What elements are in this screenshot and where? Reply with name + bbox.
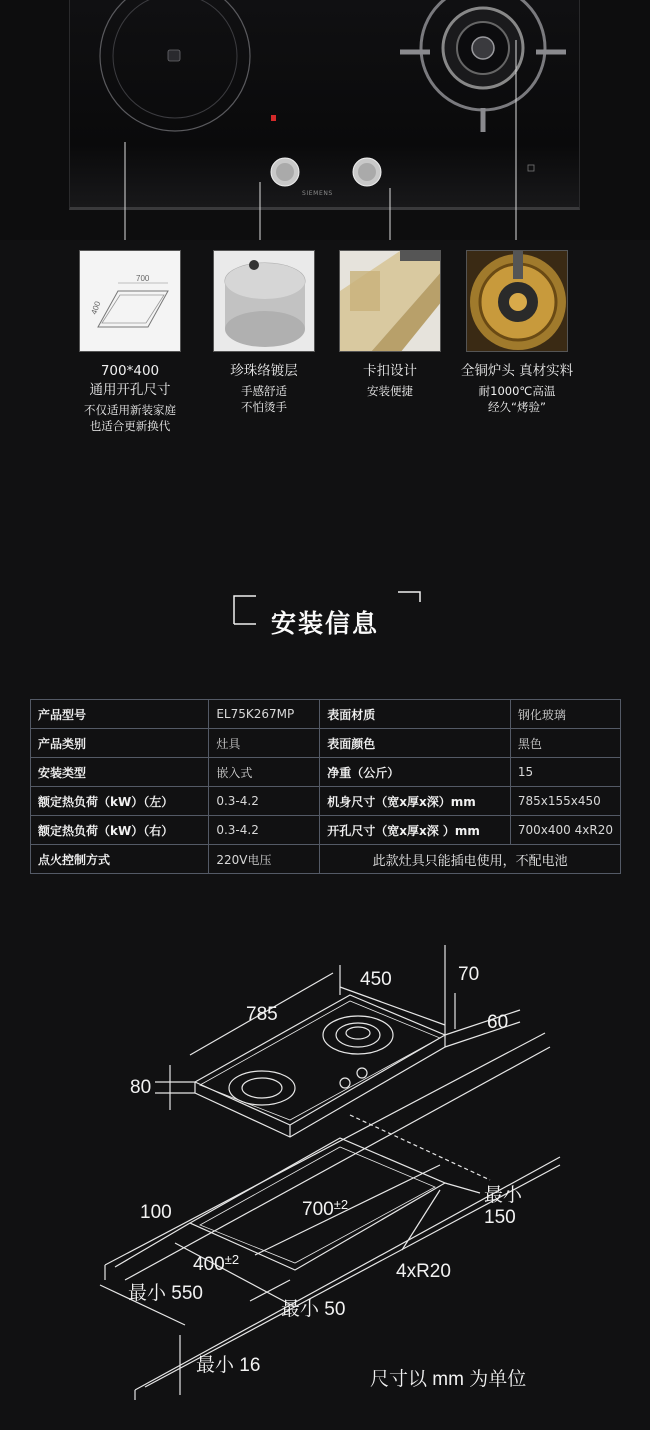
dim-ext-60b	[445, 1022, 520, 1047]
feature-desc-line: 耐1000℃高温	[478, 384, 556, 398]
cutout-diagram-icon	[80, 251, 181, 352]
spec-value: 0.3-4.2	[209, 787, 320, 816]
spec-value: 灶具	[209, 729, 320, 758]
table-row	[31, 729, 621, 758]
cutout-height-label: 400	[89, 300, 103, 316]
feature-clip-design	[325, 250, 455, 399]
spec-value: 钢化玻璃	[510, 700, 620, 729]
dim-label-min50: 最小 50	[281, 1299, 346, 1320]
feature-desc-line: 也适合更新换代	[89, 419, 171, 433]
feature-title: 珍珠络镀层	[230, 363, 298, 379]
feature-image-knob	[213, 250, 315, 352]
spec-value: 黑色	[510, 729, 620, 758]
dim-line-150	[445, 1183, 480, 1193]
countertop-back-edge	[105, 1033, 545, 1265]
feature-cutout-size	[65, 250, 195, 434]
feature-desc-line: 安装便捷	[367, 384, 413, 398]
spec-value: 嵌入式	[209, 758, 320, 787]
spec-note: 此款灶具只能插电使用，不配电池	[320, 845, 621, 874]
feature-title-line2: 通用开孔尺寸	[89, 382, 171, 398]
table-row	[31, 787, 621, 816]
feature-title: 卡扣设计	[363, 363, 417, 379]
dim-line-450	[340, 987, 445, 1025]
dim-label-785: 785	[246, 1004, 278, 1025]
right-knob-center	[358, 163, 376, 181]
feature-description	[199, 383, 329, 415]
feature-description	[325, 383, 455, 399]
spec-key: 表面材质	[320, 700, 511, 729]
hero-product-photo	[0, 0, 650, 240]
feature-desc-line: 不怕烫手	[241, 400, 287, 414]
dim-label-100: 100	[140, 1202, 172, 1223]
spec-value: 220V电压	[209, 845, 320, 874]
spec-key: 额定热负荷（kW）（右）	[31, 816, 209, 845]
dim-label-min16: 最小 16	[196, 1355, 261, 1376]
dim-label-70: 70	[458, 964, 480, 985]
induction-zone-outer	[100, 0, 250, 131]
table-row	[31, 700, 621, 729]
dim-label-min150-b: 150	[484, 1207, 516, 1228]
dim-label-400: $400^{\pm 2}$	[193, 1252, 240, 1275]
feature-image-cutout-diagram	[79, 250, 181, 352]
section-title: 安装信息	[270, 609, 379, 638]
dim-label-450: 450	[360, 969, 392, 990]
copper-burner-icon	[467, 251, 568, 352]
feature-description	[452, 383, 582, 415]
feature-desc-line: 经久“烤验”	[488, 400, 546, 414]
cooktop-illustration	[0, 0, 650, 240]
spec-value: 0.3-4.2	[209, 816, 320, 845]
knob-drawing-left	[340, 1078, 350, 1088]
cooktop-inner-outline	[200, 1001, 440, 1120]
feature-description	[65, 402, 195, 434]
feature-image-clip	[339, 250, 441, 352]
spec-value: 700x400 4xR20	[510, 816, 620, 845]
induction-zone-icon	[168, 50, 180, 61]
feature-image-burner	[466, 250, 568, 352]
spec-key: 产品型号	[31, 700, 209, 729]
spec-table	[30, 699, 621, 874]
knob-drawing-right	[357, 1068, 367, 1078]
dim-label-min150-a: 最小	[484, 1185, 523, 1206]
burner-drawing-cap	[346, 1027, 370, 1039]
feature-title: 全铜炉头 真材实料	[460, 363, 574, 379]
clip-closeup-icon	[340, 251, 441, 352]
spec-value: 785x155x450	[510, 787, 620, 816]
table-row	[31, 758, 621, 787]
dim-label-60: 60	[487, 1012, 509, 1033]
cutout-width-label: 700	[136, 274, 150, 283]
left-knob-center	[276, 163, 294, 181]
spec-key: 产品类别	[31, 729, 209, 758]
spec-value: EL75K267MP	[209, 700, 320, 729]
spec-key: 点火控制方式	[31, 845, 209, 874]
spec-key: 额定热负荷（kW）（左）	[31, 787, 209, 816]
induction-zone-drawing-inner	[242, 1078, 282, 1098]
table-row	[31, 816, 621, 845]
spec-value: 15	[510, 758, 620, 787]
brand-logo-text: SIEMENS	[302, 190, 333, 197]
induction-zone-drawing	[229, 1071, 295, 1105]
cooktop-side-outline	[195, 1035, 445, 1137]
feature-desc-line: 手感舒适	[241, 384, 287, 398]
dim-label-700: $700^{\pm 2}$	[302, 1197, 349, 1220]
gas-symbol-icon	[528, 165, 534, 171]
spec-key: 表面颜色	[320, 729, 511, 758]
knob-closeup-icon	[214, 251, 315, 352]
dim-label-80: 80	[130, 1077, 152, 1098]
spec-key: 机身尺寸（宽x厚x深）mm	[320, 787, 511, 816]
power-indicator-icon	[271, 115, 276, 121]
feature-title-line1: 700*400	[100, 363, 160, 379]
burner-drawing-outer	[323, 1016, 393, 1054]
installation-drawing	[0, 925, 650, 1430]
feature-pearl-coating	[199, 250, 329, 415]
table-row	[31, 845, 621, 874]
feature-title	[65, 362, 195, 400]
dim-label-min550: 最小 550	[128, 1283, 203, 1304]
feature-copper-burner	[452, 250, 582, 415]
spec-key: 安装类型	[31, 758, 209, 787]
dim-ext-60a	[445, 1010, 520, 1035]
unit-note: 尺寸以 mm 为单位	[370, 1369, 527, 1390]
burner-center	[472, 37, 494, 59]
leader-4xR20	[402, 1190, 440, 1250]
dim-label-4xR20: 4xR20	[396, 1261, 451, 1282]
spec-key: 开孔尺寸（宽x厚x深 ）mm	[320, 816, 511, 845]
spec-key: 净重（公斤）	[320, 758, 511, 787]
feature-desc-line: 不仅适用新装家庭	[84, 403, 176, 417]
dim-line-50	[250, 1280, 290, 1301]
